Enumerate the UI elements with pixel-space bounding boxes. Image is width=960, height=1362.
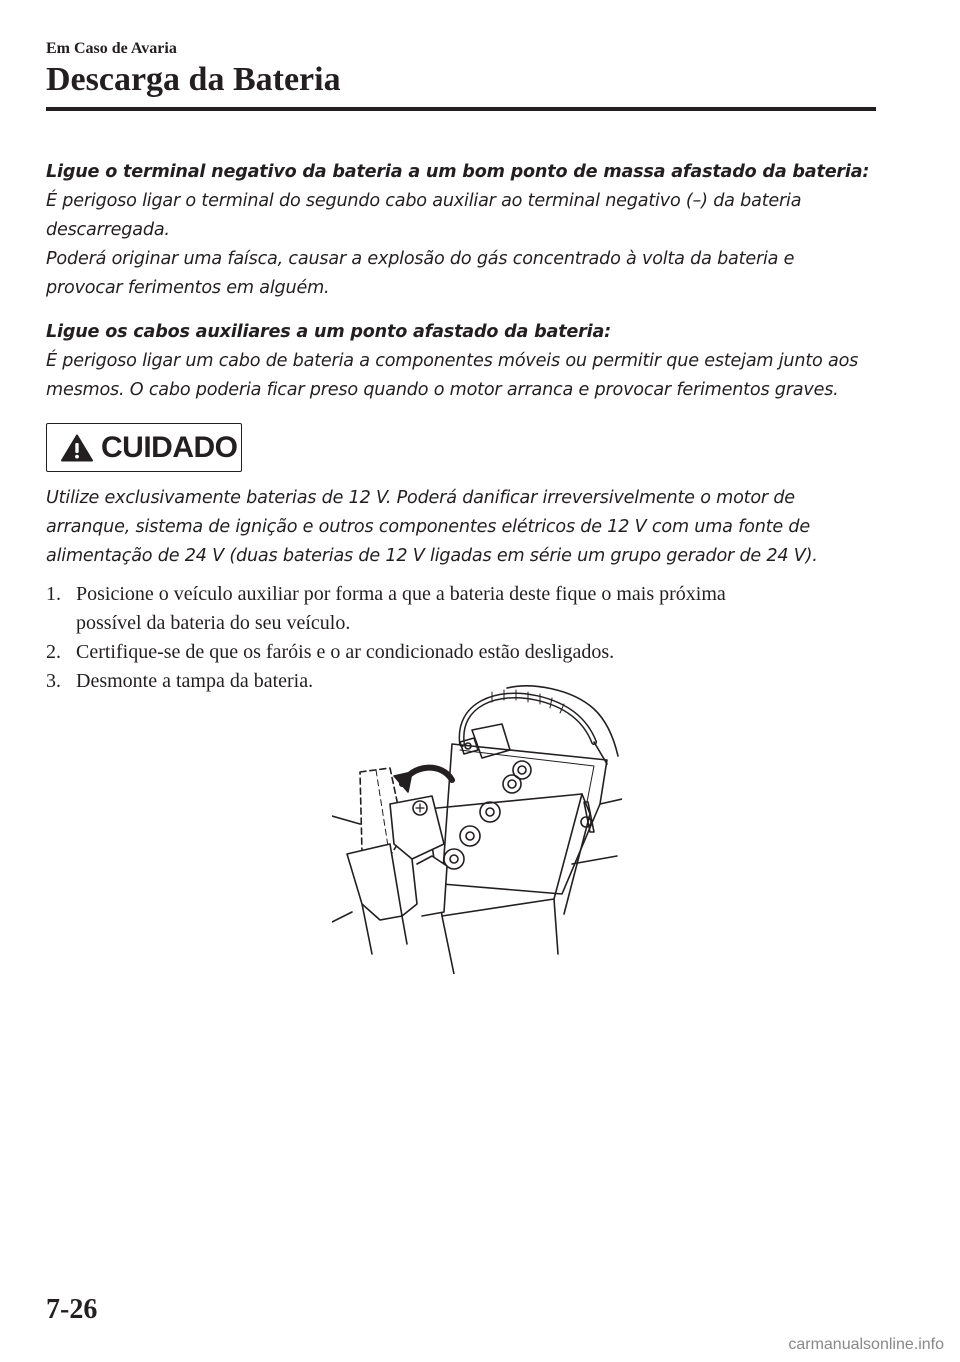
caution-label: CUIDADO [101,430,238,464]
battery-cover-illustration [332,684,622,974]
warning-line: É perigoso ligar o terminal do segundo cabo auxiliar ao terminal negativo (–) da bateria [46,191,802,211]
watermark: carmanualsonline.info [788,1336,944,1353]
step-line: Posicione o veículo auxiliar por forma a que a bateria deste fique o mais próxima [76,583,726,605]
warning-heading: Ligue os cabos auxiliares a um ponto afastado da bateria: [46,322,611,342]
warning-line: É perigoso ligar um cabo de bateria a componentes móveis ou permitir que estejam junto aos [46,351,859,371]
warning-line: descarregada. [46,220,170,240]
step-line: possível da bateria do seu veículo. [76,612,351,634]
step-line: Desmonte a tampa da bateria. [76,670,314,692]
caution-line: Utilize exclusivamente baterias de 12 V. Poderá danificar irreversivelmente o motor de [46,488,795,508]
warning-block-ground [46,158,886,303]
warning-block-cables [46,318,886,405]
warning-triangle-icon [61,434,93,462]
step-number: 2. [46,641,61,663]
caution-box [46,423,242,472]
warning-line: Poderá originar uma faísca, causar a explosão do gás concentrado à volta da bateria e [46,249,795,269]
section-label: Em Caso de Avaria [46,40,177,57]
step-line: Certifique-se de que os faróis e o ar condicionado estão desligados. [76,641,615,663]
warning-line: mesmos. O cabo poderia ficar preso quando o motor arranca e provocar ferimentos graves. [46,380,839,400]
warning-heading: Ligue o terminal negativo da bateria a um bom ponto de massa afastado da bateria: [46,162,870,182]
warning-line: provocar ferimentos em alguém. [46,278,330,298]
title-rule [46,107,876,111]
page-title: Descarga da Bateria [46,61,341,98]
caution-line: arranque, sistema de ignição e outros componentes elétricos de 12 V com uma fonte de [46,517,810,537]
page-number: 7-26 [46,1294,98,1325]
caution-text [46,484,876,571]
step-item [46,638,876,667]
step-item [46,580,876,638]
steps-list [46,580,876,696]
step-number: 3. [46,670,61,692]
step-number: 1. [46,583,61,605]
caution-line: alimentação de 24 V (duas baterias de 12 V ligadas em série um grupo gerador de 24 V). [46,546,818,566]
